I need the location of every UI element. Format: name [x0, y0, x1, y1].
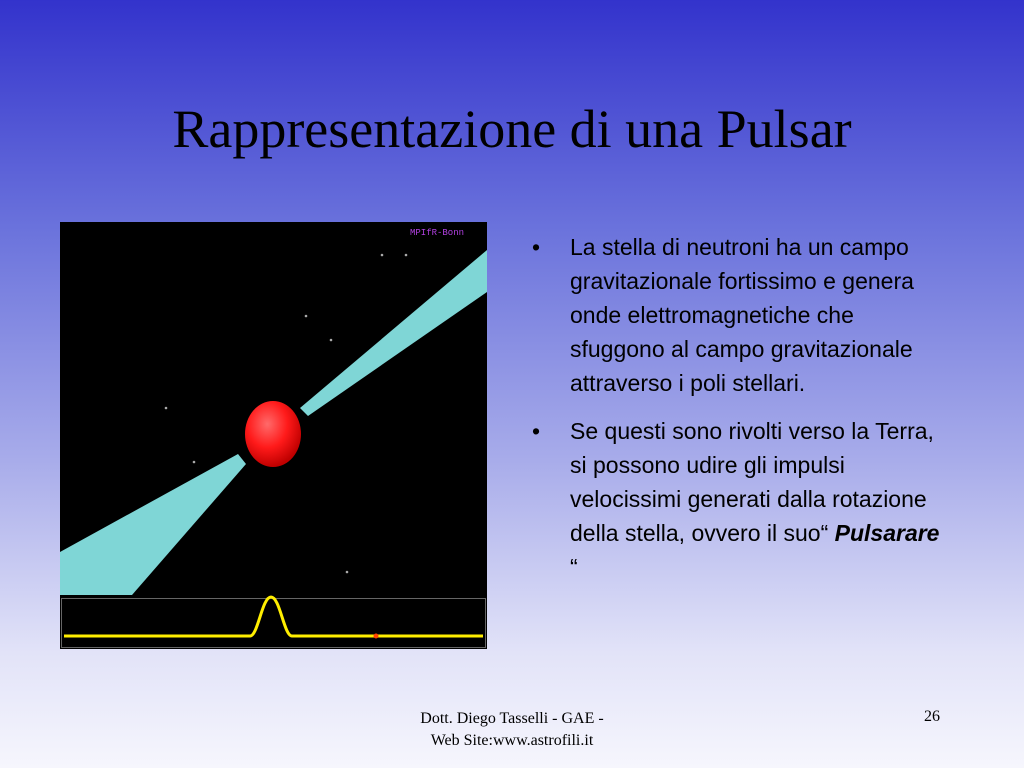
bullet-text: La stella di neutroni ha un campo gravitazionale fortissimo e genera onde elettromagnetiche che sfuggono al campo gravitazionale attraverso i poli stellari. — [570, 234, 914, 396]
bullet-item — [530, 414, 950, 584]
bullet-emphasis: Pulsarare — [834, 520, 940, 546]
pulse-marker — [374, 634, 379, 639]
bullet-icon: • — [532, 418, 541, 444]
footer-website: Web Site:www.astrofili.it — [430, 732, 594, 749]
bullet-text-end: “ — [570, 554, 578, 580]
slide-footer — [362, 708, 662, 752]
bullet-text: Se questi sono rivolti verso la Terra, si possono udire gli impulsi velocissimi generati dalla rotazione della stella, ovvero il suo“ — [570, 418, 934, 546]
bullet-icon: • — [532, 234, 541, 260]
slide-title: Rappresentazione di una Pulsar — [172, 99, 852, 159]
pulsar-illustration — [60, 222, 487, 649]
pulsar-diagram — [60, 222, 487, 649]
figure-watermark: MPIfR-Bonn — [410, 228, 465, 238]
neutron-star — [245, 401, 301, 467]
footer-author: Dott. Diego Tasselli - GAE - — [420, 710, 604, 727]
pulse-panel — [62, 599, 486, 648]
page-number: 26 — [924, 708, 940, 725]
bullet-list — [530, 230, 950, 598]
bullet-item — [530, 230, 950, 400]
